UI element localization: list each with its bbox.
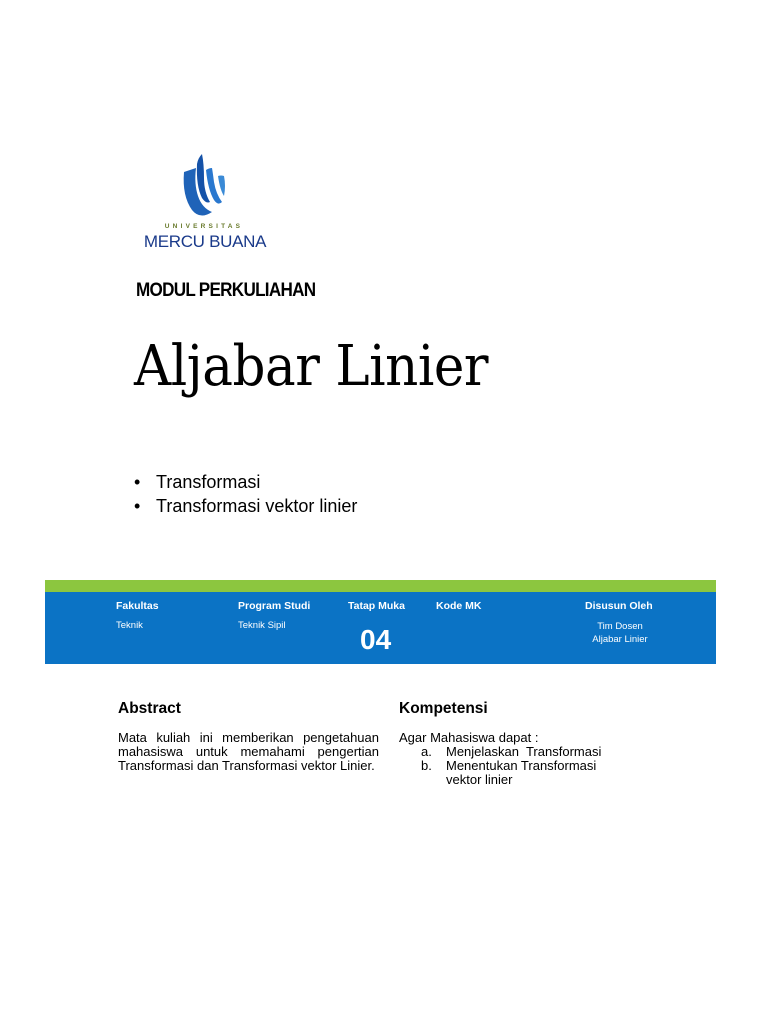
topic-text: Transformasi vektor linier [156, 496, 358, 516]
disusun-oleh-line2: Aljabar Linier [592, 634, 648, 645]
university-flame-logo-icon [180, 152, 226, 220]
list-marker: b. [421, 758, 432, 773]
disusun-oleh-line1: Tim Dosen [597, 621, 643, 632]
fakultas-label: Fakultas [116, 600, 159, 612]
kompetensi-item [399, 759, 621, 787]
university-logo [136, 148, 272, 256]
logo-name: MERCU BUANA [143, 232, 267, 251]
kompetensi-item [399, 745, 666, 759]
bullet-icon: • [134, 496, 141, 516]
kompetensi-text: Menjelaskan Transformasi [446, 744, 602, 759]
kompetensi-intro: Agar Mahasiswa dapat : [399, 730, 539, 745]
disusun-oleh-value [545, 620, 695, 646]
abstract-text: Mata kuliah ini memberikan pengetahuan mahasiswa untuk memahami pengertian Transformasi dan Transformasi vektor Linier. [118, 730, 379, 773]
kompetensi-title: Kompetensi [399, 700, 488, 717]
kompetensi-text: Menentukan Transformasi vektor linier [446, 758, 597, 787]
kode-mk-label: Kode MK [436, 600, 482, 612]
logo-subtitle: UNIVERSITAS [164, 223, 244, 230]
program-studi-label: Program Studi [238, 600, 311, 612]
program-studi-value: Teknik Sipil [238, 620, 286, 631]
disusun-oleh-label: Disusun Oleh [585, 600, 653, 612]
info-band [45, 592, 716, 664]
kompetensi-list [399, 745, 666, 787]
topic-item [134, 494, 357, 518]
topic-list [134, 470, 357, 518]
info-band-stripe [45, 580, 716, 592]
tatap-muka-value: 04 [360, 624, 392, 655]
course-title: Aljabar Linier [134, 334, 489, 399]
module-label: MODUL PERKULIAHAN [136, 280, 316, 301]
fakultas-value: Teknik [116, 620, 143, 631]
topic-text: Transformasi [156, 472, 261, 492]
tatap-muka-label: Tatap Muka [348, 600, 405, 612]
abstract-title: Abstract [118, 700, 181, 717]
bullet-icon: • [134, 472, 141, 492]
topic-item [134, 470, 357, 494]
list-marker: a. [421, 744, 432, 759]
